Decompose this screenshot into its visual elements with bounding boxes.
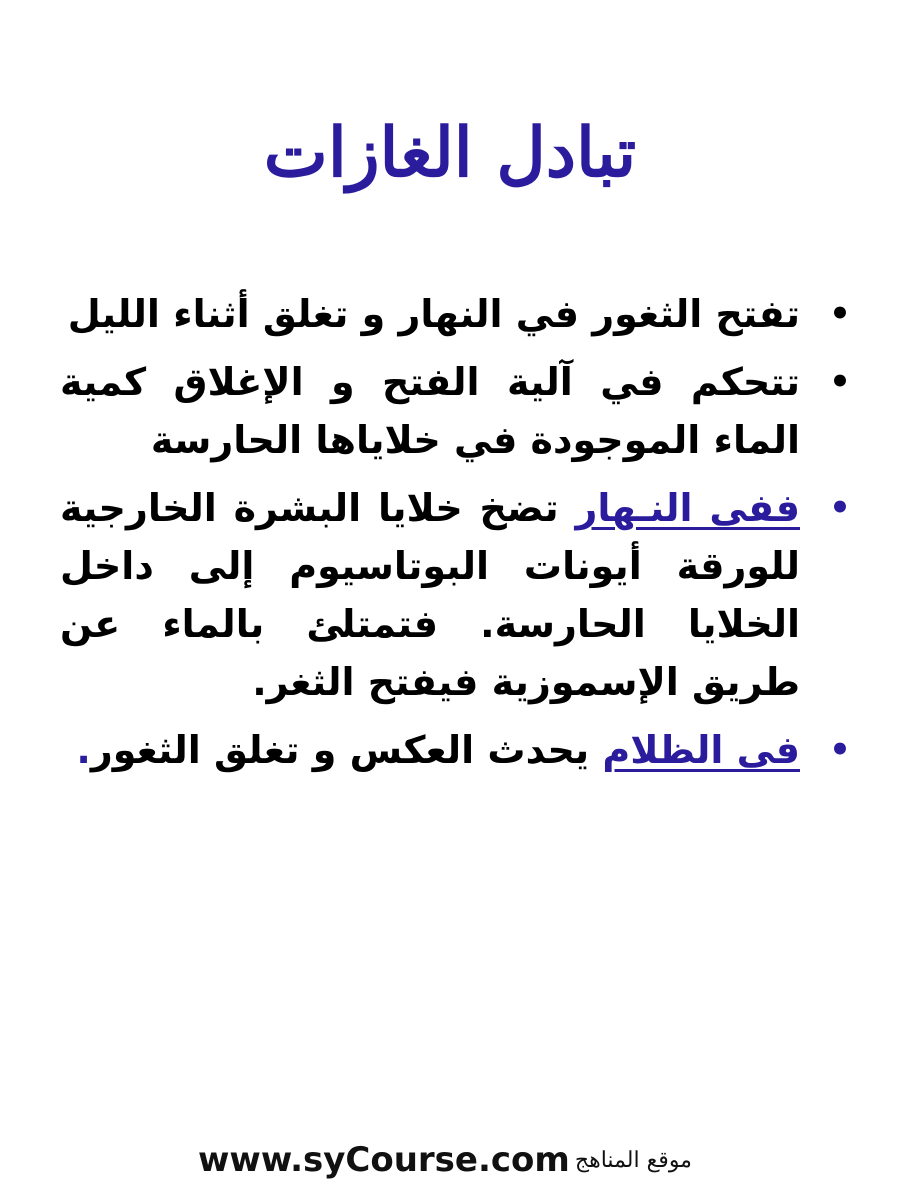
bullet-text-4: يحدث العكس و تغلق الثغور xyxy=(90,728,603,772)
hyperlink-daytime[interactable]: ففى النـهار xyxy=(575,486,801,530)
bullet-tail-period: . xyxy=(76,728,91,772)
bullet-text-3: تضخ خلايا البشرة الخارجية للورقة أيونات البوتاسيوم إلى داخل الخلايا الحارسة. فتمتلئ بالماء عن طريق الإسموزية فيفتح الثغر. xyxy=(60,486,800,704)
bullet-dot-icon: • xyxy=(829,488,851,528)
bullet-item-1 xyxy=(60,285,860,343)
hyperlink-darkness[interactable]: فى الظلام xyxy=(602,728,800,772)
bullet-list xyxy=(60,285,860,789)
bullet-text-2: تتحكم في آلية الفتح و الإغلاق كمية الماء الموجودة في خلاياها الحارسة xyxy=(60,360,800,462)
bullet-item-2 xyxy=(60,353,860,469)
bullet-dot-icon: • xyxy=(829,294,851,334)
bullet-text-1: تفتح الثغور في النهار و تغلق أثناء الليل xyxy=(67,292,800,336)
bullet-item-4 xyxy=(60,721,860,779)
footer-url: www.syCourse.com xyxy=(198,1140,570,1180)
bullet-dot-icon: • xyxy=(829,730,851,770)
page-title: تبادل الغازات xyxy=(263,113,637,193)
bullet-dot-icon: • xyxy=(829,362,851,402)
footer-site-name: موقع المناهج xyxy=(574,1147,692,1173)
bullet-item-3 xyxy=(60,479,860,711)
footer xyxy=(0,1140,900,1180)
